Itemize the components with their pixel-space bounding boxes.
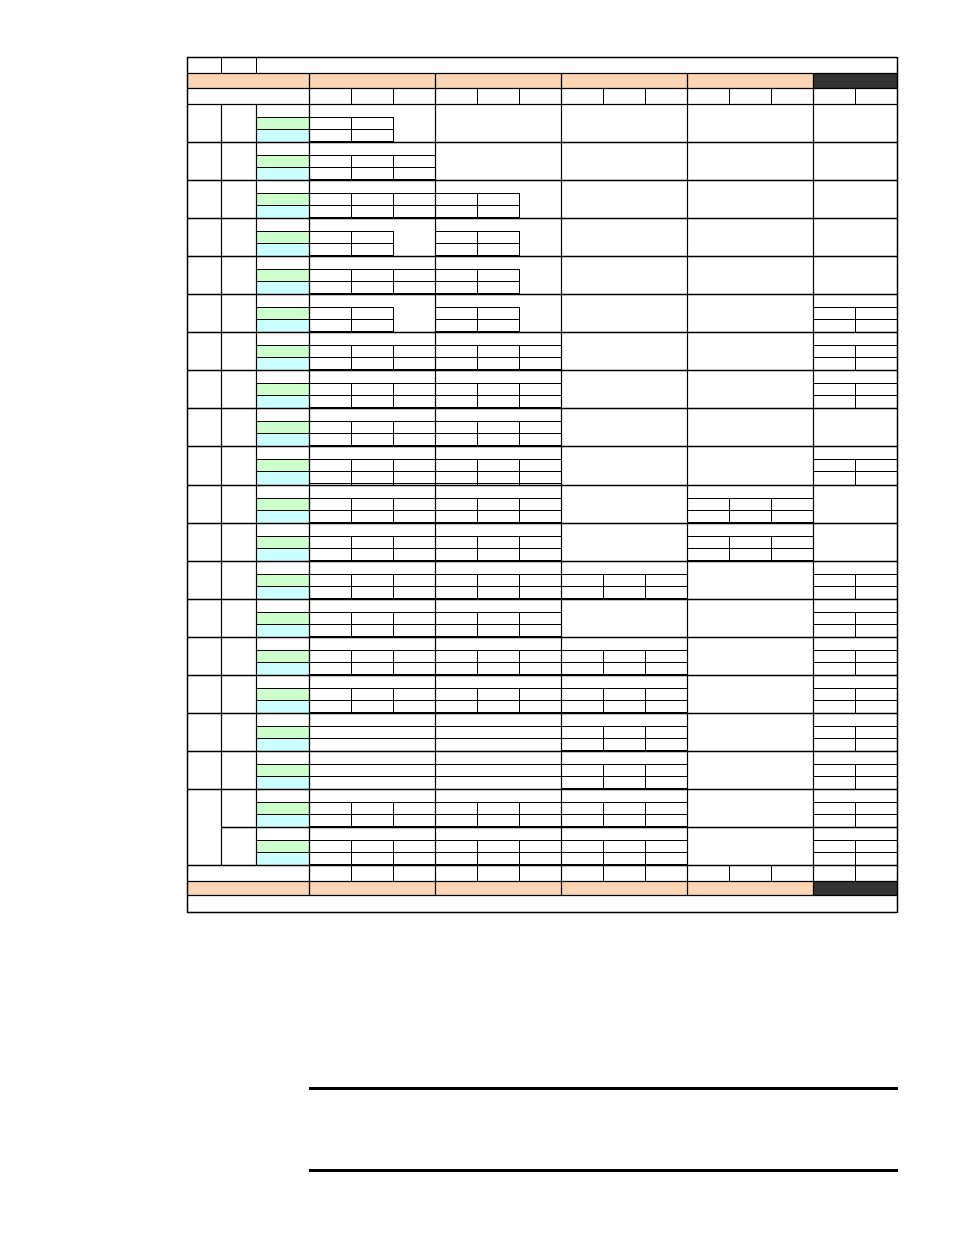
green-cell-13 (256, 574, 309, 586)
blue-cell-8 (256, 395, 309, 408)
footer-rule-bottom (309, 1169, 898, 1172)
blue-cell-7 (256, 357, 309, 370)
footer-band-label (187, 881, 309, 895)
green-cell-16 (256, 688, 309, 700)
blue-cell-6 (256, 319, 309, 332)
green-cell-6 (256, 307, 309, 319)
green-cell-4 (256, 231, 309, 243)
blue-cell-1 (256, 129, 309, 142)
blue-cell-11 (256, 510, 309, 523)
header-band-4 (687, 73, 813, 88)
blue-cell-10 (256, 471, 309, 485)
green-cell-5 (256, 269, 309, 281)
green-cell-1 (256, 117, 309, 129)
blue-cell-2 (256, 167, 309, 180)
blue-cell-5 (256, 281, 309, 294)
green-cell-20 (256, 840, 309, 852)
footer-rule-top (309, 1087, 898, 1090)
footer-band-4 (687, 881, 813, 895)
header-band-3 (561, 73, 687, 88)
blue-cell-3 (256, 205, 309, 218)
green-cell-18 (256, 764, 309, 776)
blue-cell-19 (256, 814, 309, 827)
green-cell-11 (256, 498, 309, 510)
footer-band-dark (813, 881, 897, 895)
green-cell-9 (256, 421, 309, 433)
blue-cell-17 (256, 738, 309, 751)
green-cell-19 (256, 802, 309, 814)
green-cell-2 (256, 155, 309, 167)
blue-cell-9 (256, 433, 309, 446)
green-cell-15 (256, 650, 309, 662)
footer-band-1 (309, 881, 435, 895)
green-cell-8 (256, 383, 309, 395)
blue-cell-18 (256, 776, 309, 789)
blue-cell-15 (256, 662, 309, 675)
green-cell-17 (256, 726, 309, 738)
footer-band-2 (435, 881, 561, 895)
blue-cell-13 (256, 586, 309, 599)
footer-band-3 (561, 881, 687, 895)
header-band-label (187, 73, 309, 88)
header-band-2 (435, 73, 561, 88)
green-cell-3 (256, 193, 309, 205)
blue-cell-16 (256, 700, 309, 713)
green-cell-7 (256, 345, 309, 357)
blue-cell-20 (256, 852, 309, 865)
blue-cell-12 (256, 548, 309, 561)
green-cell-12 (256, 536, 309, 548)
green-cell-10 (256, 459, 309, 471)
header-band-1 (309, 73, 435, 88)
green-cell-14 (256, 612, 309, 624)
blue-cell-4 (256, 243, 309, 256)
blue-cell-14 (256, 624, 309, 637)
header-band-dark (813, 73, 897, 88)
